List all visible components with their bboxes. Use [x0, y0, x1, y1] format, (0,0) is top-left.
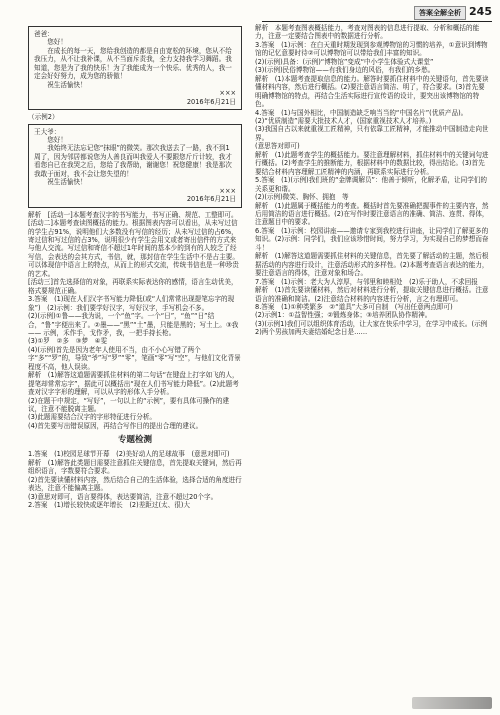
answer-paragraph: 解析 (1)此题属于概括能力的考查。概括时首先要准确把握事件的主要内容，然后用简洁的语言进行概括。(2)在写作时要注意语言的准确、简洁、连贯、得体，注意题目中的要求。 [255, 201, 489, 227]
letter-box-2 [28, 124, 242, 208]
header-rule [262, 21, 492, 22]
answer-paragraph: (3)(示例)民俗博物馆——有我们身边的风俗，有我们的乡愁。 [255, 66, 435, 75]
right-column [255, 24, 490, 337]
watermark-stamp [412, 697, 492, 709]
answer-paragraph: 7.答案 (1)示例：老大为人淳厚，与邻里和睦相处 (2)乐于助人，不求回报 [255, 277, 478, 286]
letter-greeting: 您好！ [47, 135, 67, 144]
answer-paragraph: (2)在题干中规定，“写好”，一句以上的“示例”，要有具体可操作的建议，注意不能脱离主题。 [28, 396, 230, 414]
letter-signature: ××× [219, 89, 236, 98]
letter-body: 我始终无法忘记您“抹眼”的微笑。那次我送去了一路，我不到1周了，因为邻居都说您为人善良而叫我爱人不要跟您斤斤计较，我才看您自已在我哭之后，您给了我帮助，谢谢您！祝您健康！我是那次我敢于面对，我不会让您失望的！ [34, 144, 232, 178]
answer-paragraph: 解析 (1)首先要读懂材料，然后对材料进行分析，提取关键信息进行概括。注意语言的准确和简洁。(2)注意结合材料的内容进行分析，言之有理即可。 [255, 286, 489, 303]
answer-paragraph: 5.答案 (1)(示例)我们班的“金牌调解员”：他善于倾听，化解矛盾，让同学们的关系更和谐。 [255, 176, 488, 193]
letter-closing: 祝生活愉快！ [47, 178, 87, 187]
section-title: 专题检测 [117, 435, 152, 446]
letter-signature: ××× [219, 186, 236, 195]
header-tag: 答案全解全析 [414, 6, 466, 20]
answer-paragraph: 2.答案 (1)增长较快或逐年增长 (2)差距过(太、很)大 [28, 501, 190, 510]
answer-paragraph: (2)首先要读懂材料内容，然后结合自己的生活体验，选择合适的角度进行表达，注意不能偏离主题。 [28, 475, 242, 493]
answer-paragraph: 解析 (1)解答此类题目需要注意抓住关键信息，首先提取关键词，然后再组织语言，字数要符合要求。 [28, 458, 242, 476]
letter-body: 在成长的每一天，您给我创造的都是自由宽松的环境，您从不给我压力，从不让我补课，从不当面斥责我，全力支持我学习舞蹈。我知道，您是为了我的快乐！为了我能成为一个快乐、优秀的人，我一定会好好努力，成为您的骄傲！ [34, 46, 232, 81]
answer-paragraph: (2)(示例)具备：(示例)“博物馆”变成“中小学生体验式大课堂” [255, 57, 434, 66]
letter-greeting: 您好！ [47, 38, 67, 47]
answer-paragraph: (3)意思对即可，语言要得体，表达要简洁，注意不超过20个字。 [28, 492, 218, 501]
letter-salutation: 爸爸： [34, 30, 54, 38]
answer-paragraph: [活动三]首先选择信的对象，再联系实际表达你的感情，语言生动优美，格式要规范正确。 [28, 278, 238, 295]
answer-paragraph: [活动二]本题考查读图概括的能力。根据图表内容可以看出，从未写过信的学生占91%，说明他们大多数没有写信的经历；从未写过信的占6%，寄过信和写过信的占3%，说明很少有学生会用文或者寄出信件的方式来与他人交流。写过信和寄信不超过1年时间的基本少的到有的人较乏了经写信，会表达的会其方式，书信，就，那封信在学生生活中不是占主要。可以体现信中语言上的特点，从而上的形式交流，传统书信也是一种珍贵的艺术。 [28, 219, 239, 278]
answer-paragraph: (3)①罗 ②多 ③梦 ④雯 [28, 337, 108, 346]
answer-paragraph: 3.答案 (1)示例：在白天重时期发现到参观博物馆的习惯的培养，①意识到博物馆的记忆意要时待②可以博物馆可以带给我们丰富的知识。 [255, 40, 488, 58]
answer-paragraph: (2)“优质制造”需要大批技术人才，(国家重视技术人才培养。) [255, 116, 432, 125]
answer-paragraph: 4.答案 (1)与国外相比，中国制造缺乏响当当的“中国名片”(优质产品)。 [255, 108, 468, 117]
answer-paragraph: 1.答案 (1)校园足球节开幕 (2)美好动人的足球故事 (意思对即可) [28, 450, 230, 459]
answer-paragraph: 解析 (1)解答这道题需要抓住材料的第二句话“在键盘上打字如飞的人，提笔却常常忘字”，据此可以概括出“现在人们书写能力降低”。(2)此题考查对汉字字形的理解，可以从字的形体入手分析。 [28, 371, 239, 397]
answer-paragraph: 解析 (1)本题考查提取信息的能力。解答时要抓住材料中的关键语句，首先要读懂材料内容，然后进行概括。(2)要注意语言简洁、明了，符合要求。(3)首先要明确博物馆的特点，再结合生活实际进行宣传语的设计，要突出该博物馆的特色。 [255, 74, 489, 109]
answer-paragraph: 8.答案 (1)①种类繁多 ②“道具”大多可自制 (写出任意两点即可) [255, 302, 453, 311]
answer-paragraph: (2)示例1：①益智性强；②锻炼身体；③培养团队协作精神。 [255, 311, 432, 320]
answer-paragraph: (3)(示例1)我们可以组织体育活动，让大家在快乐中学习，在学习中成长。(示例2)两个男孩加两夫妻结婚纪念日是…… [255, 319, 488, 337]
answer-paragraph: 解析 (1)此题考查学生的概括能力。要注意理解材料，抓住材料中的关键词句进行概括。(2)考查学生的推断能力，根据材料中的数据比较，得出结论。(3)首先要结合材料内容理解工匠精神的内涵，再联系实际进行分析。 [255, 150, 489, 176]
answer-paragraph: (4)(示例)首先是因为老年人使用不当，由不小心写错了两个字“多”“罗”的，导致“爷”写“罗”“零”，笔画“零”写“空”，与他们文化背景程度不高，他人误读。 [28, 345, 241, 371]
answer-paragraph: (3)我国自古以来就重视工匠精神，只有依靠工匠精神，才能推动中国制造走向世界。 [255, 125, 489, 142]
letter-date: 2016年6月21日 [186, 97, 236, 106]
answer-paragraph: (4)首先要写出错误原因，再结合写作目的提出合理的建议。 [28, 421, 203, 430]
answer-paragraph: 解析 [活动一]本题考查汉字的书写能力，书写正确、规范、工整即可。 [28, 210, 238, 219]
example-label: （示例2） [28, 113, 59, 122]
answer-paragraph: 3.答案 (1)现在人们汉字书写能力降低(或“人们常常出现提笔忘字的现象”) (2)示例：我们要学好汉字，写好汉字，手写机会不多。 [28, 295, 235, 312]
answer-paragraph: (2)(示例)①鲁——我为说，一个“鱼”字。一个“日”，“鱼”“日”结合，“鲁”字便出来了。②墨——“黑”“土”墨，只能是黑的；写土上。③我—— 示例，禾作手，戈作矛，我，一把手持长枪。 [28, 312, 239, 337]
left-column [28, 24, 242, 510]
answer-paragraph: (意思答对即可) [255, 142, 300, 151]
letter-date: 2016年6月21日 [186, 195, 236, 204]
letter-salutation: 王大爷： [34, 127, 61, 136]
answer-paragraph: 解析 本题考查图表概括能力，考查对图表的信息进行提取、分析和概括的能力，注意一定要结合图表中的数据进行分析。 [255, 24, 480, 41]
answer-paragraph: 6.答案 (1)示例：校园讲座——邀请专家到我校进行讲座，让同学们了解更多的知识。(2)示例：同学们，我们应该珍惜时间，努力学习，为实现自己的梦想而奋斗！ [255, 226, 489, 252]
answer-paragraph: (2)(示例)微笑、胸怀、拥抱 等 [255, 193, 349, 202]
answer-paragraph: (3)此题需要结合汉字的字形特征进行分析。 [28, 413, 157, 422]
page-number: 245 [469, 5, 492, 18]
letter-closing: 祝生活愉快！ [47, 80, 87, 89]
letter-box-1 [28, 26, 242, 110]
answer-paragraph: 解析 (1)解答这道题需要抓住材料的关键信息，首先要了解活动的主题，然后根据活动的内容进行设计，注意活动形式的多样性。(2)本题考查语言表达的能力，要注意语言的得体，注意对象和场合。 [255, 252, 489, 278]
page-header [262, 4, 492, 22]
